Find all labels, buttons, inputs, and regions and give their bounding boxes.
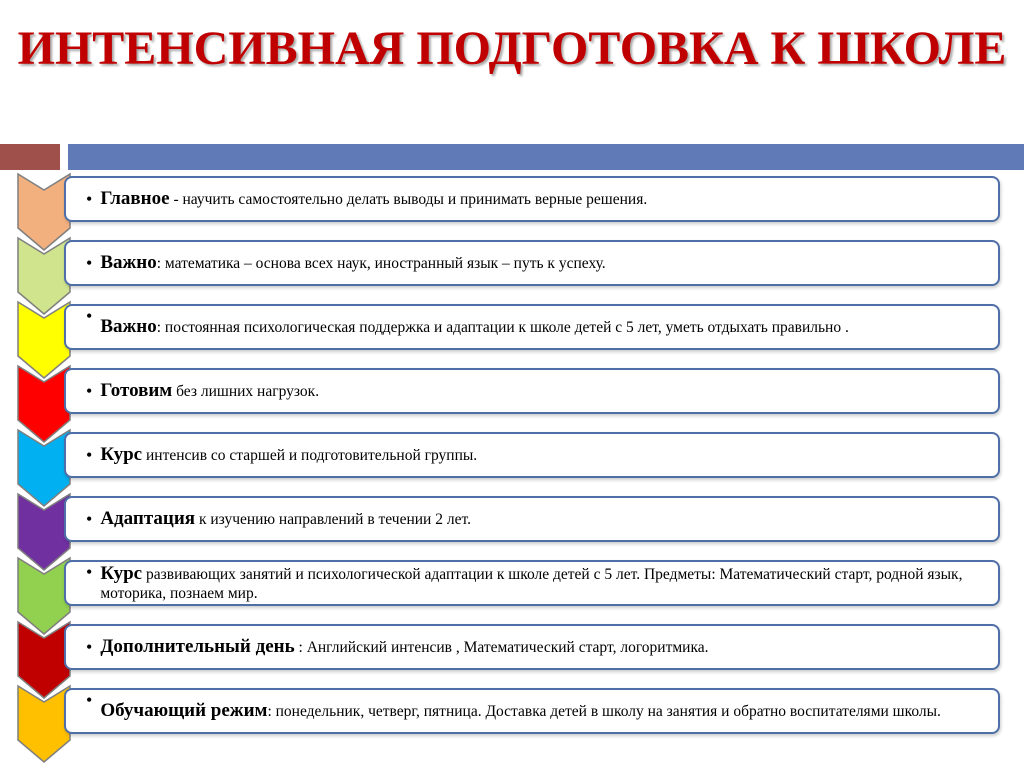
step-key: Курс <box>100 562 143 584</box>
step-box <box>64 240 1000 286</box>
step-text <box>100 637 708 657</box>
step-description: : Английский интенсив , Математический старт, логоритмика. <box>294 639 709 656</box>
bullet-icon: • <box>86 690 93 710</box>
bullet-icon: • <box>86 509 93 529</box>
bullet-icon: • <box>86 562 93 582</box>
step-text <box>100 381 319 401</box>
step-box <box>64 304 1000 350</box>
step-description: развивающих занятий и психологической адаптации к школе детей с 5 лет. Предметы: Математический старт, родной язык, моторика, познаем мир. <box>100 565 963 602</box>
step-description: - научить самостоятельно делать выводы и принимать верные решения. <box>169 191 648 208</box>
step-text <box>100 189 647 209</box>
step-key: Курс <box>100 444 143 465</box>
step-description: к изучению направлений в течении 2 лет. <box>195 511 471 528</box>
step-text <box>100 445 477 465</box>
step-text <box>100 317 849 337</box>
page-title: ИНТЕНСИВНАЯ ПОДГОТОВКА К ШКОЛЕ <box>17 22 1007 75</box>
step-text <box>100 564 984 603</box>
step-key: Дополнительный день <box>100 636 295 657</box>
step-chevron-shape <box>18 686 70 762</box>
step-key: Адаптация <box>100 508 196 529</box>
bullet-icon: • <box>86 445 93 465</box>
step-key: Важно <box>100 316 157 337</box>
step-box <box>64 432 1000 478</box>
step-description: : понедельник, четверг, пятница. Доставка детей в школу на занятия и обратно воспитателями школы. <box>267 703 941 720</box>
step-key: Готовим <box>100 380 173 401</box>
bullet-icon: • <box>86 381 93 401</box>
step-box <box>64 176 1000 222</box>
step-box <box>64 560 1000 606</box>
step-description: без лишних нагрузок. <box>172 383 320 400</box>
step-box <box>64 368 1000 414</box>
step-key: Обучающий режим <box>100 700 268 721</box>
step-description: : математика – основа всех наук, иностранный язык – путь к успеху. <box>156 255 606 272</box>
step-box <box>64 496 1000 542</box>
step-text <box>100 253 605 273</box>
step-text <box>100 701 941 721</box>
bullet-icon: • <box>86 189 93 209</box>
bullet-icon: • <box>86 637 93 657</box>
step-box <box>64 624 1000 670</box>
step-description: : постоянная психологическая поддержка и адаптации к школе детей с 5 лет, уметь отдыхать правильно . <box>156 319 849 336</box>
step-text <box>100 509 471 529</box>
bullet-icon: • <box>86 253 93 273</box>
step-description: интенсив со старшей и подготовительной группы. <box>142 447 478 464</box>
step-key: Главное <box>100 188 170 209</box>
bullet-icon: • <box>86 306 93 326</box>
step-box <box>64 688 1000 734</box>
step-key: Важно <box>100 252 157 273</box>
